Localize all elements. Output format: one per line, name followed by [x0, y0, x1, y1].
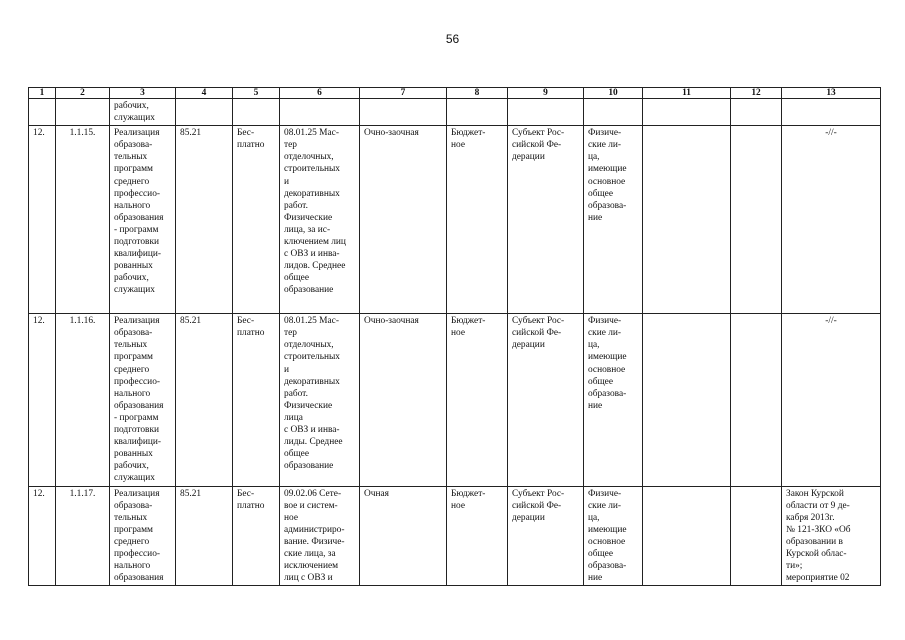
cell-col12: [731, 99, 782, 126]
cell-legal-basis: -//-: [782, 314, 881, 486]
cell-okved: 85.21: [176, 486, 233, 586]
table-row: [29, 486, 881, 586]
cell-service-name: Реализация образова- тельных программ среднего профессио- нального образования - программ подготовки квалифици- рованных рабочих, служащих: [110, 126, 176, 314]
cell-col12: [731, 314, 782, 486]
column-header: 7: [360, 88, 447, 99]
cell-program: [280, 99, 360, 126]
cell-legal-basis: Закон Курской области от 9 де- кабря 2013г. № 121-ЗКО «Об образовании в Курской облас- ти»; мероприятие 02: [782, 486, 881, 586]
column-header: 4: [176, 88, 233, 99]
cell-institution-type: [447, 99, 508, 126]
cell-form: Очно-заочная: [360, 126, 447, 314]
cell-col12: [731, 126, 782, 314]
cell-consumers: Физиче- ские ли- ца, имеющие основное общее образова- ние: [584, 486, 643, 586]
cell-service-name: Реализация образова- тельных программ среднего профессио- нального образования - программ подготовки квалифици- рованных рабочих, служащих: [110, 314, 176, 486]
cell-col12: [731, 486, 782, 586]
table-header-row: [29, 88, 881, 99]
cell-service-name: Реализация образова- тельных программ среднего профессио- нального образования: [110, 486, 176, 586]
cell-form: Очно-заочная: [360, 314, 447, 486]
column-header: 10: [584, 88, 643, 99]
document-table: [28, 87, 881, 586]
cell-program: 08.01.25 Мас- тер отделочных, строительных и декоративных работ. Физические лица, за ис- ключением лиц с ОВЗ и инва- лидов. Среднее общее образование: [280, 126, 360, 314]
cell-payment: Бес- платно: [233, 126, 280, 314]
cell-form: Очная: [360, 486, 447, 586]
cell-consumers: Физиче- ские ли- ца, имеющие основное общее образова- ние: [584, 126, 643, 314]
cell-institution-type: Бюджет- ное: [447, 486, 508, 586]
table-row: [29, 126, 881, 314]
cell-okved: [176, 99, 233, 126]
table-row: [29, 314, 881, 486]
cell-col11: [643, 314, 731, 486]
cell-col11: [643, 126, 731, 314]
cell-number: 12.: [29, 314, 56, 486]
cell-program: 09.02.06 Сете- вое и систем- ное администриро- вание. Физиче- ские лица, за исключением лиц с ОВЗ и: [280, 486, 360, 586]
cell-founder: Субъект Рос- сийской Фе- дерации: [508, 314, 584, 486]
cell-payment: Бес- платно: [233, 486, 280, 586]
cell-okved: 85.21: [176, 314, 233, 486]
column-header: 6: [280, 88, 360, 99]
cell-number: [29, 99, 56, 126]
cell-founder: Субъект Рос- сийской Фе- дерации: [508, 486, 584, 586]
cell-founder: [508, 99, 584, 126]
cell-form: [360, 99, 447, 126]
column-header: 3: [110, 88, 176, 99]
cell-code: 1.1.16.: [56, 314, 110, 486]
column-header: 1: [29, 88, 56, 99]
cell-okved: 85.21: [176, 126, 233, 314]
page-number: 56: [445, 32, 460, 46]
cell-legal-basis: -//-: [782, 126, 881, 314]
cell-number: 12.: [29, 486, 56, 586]
cell-payment: Бес- платно: [233, 314, 280, 486]
cell-col11: [643, 486, 731, 586]
column-header: 13: [782, 88, 881, 99]
cell-number: 12.: [29, 126, 56, 314]
cell-code: 1.1.17.: [56, 486, 110, 586]
cell-founder: Субъект Рос- сийской Фе- дерации: [508, 126, 584, 314]
cell-institution-type: Бюджет- ное: [447, 126, 508, 314]
cell-consumers: Физиче- ские ли- ца, имеющие основное общее образова- ние: [584, 314, 643, 486]
column-header: 8: [447, 88, 508, 99]
column-header: 12: [731, 88, 782, 99]
column-header: 11: [643, 88, 731, 99]
cell-code: 1.1.15.: [56, 126, 110, 314]
cell-code: [56, 99, 110, 126]
column-header: 5: [233, 88, 280, 99]
column-header: 2: [56, 88, 110, 99]
table-row: [29, 99, 881, 126]
cell-payment: [233, 99, 280, 126]
cell-service-name: рабочих, служащих: [110, 99, 176, 126]
column-header: 9: [508, 88, 584, 99]
cell-col11: [643, 99, 731, 126]
cell-program: 08.01.25 Мас- тер отделочных, строительных и декоративных работ. Физические лица с ОВЗ и инва- лиды. Среднее общее образование: [280, 314, 360, 486]
cell-consumers: [584, 99, 643, 126]
cell-institution-type: Бюджет- ное: [447, 314, 508, 486]
cell-legal-basis: [782, 99, 881, 126]
